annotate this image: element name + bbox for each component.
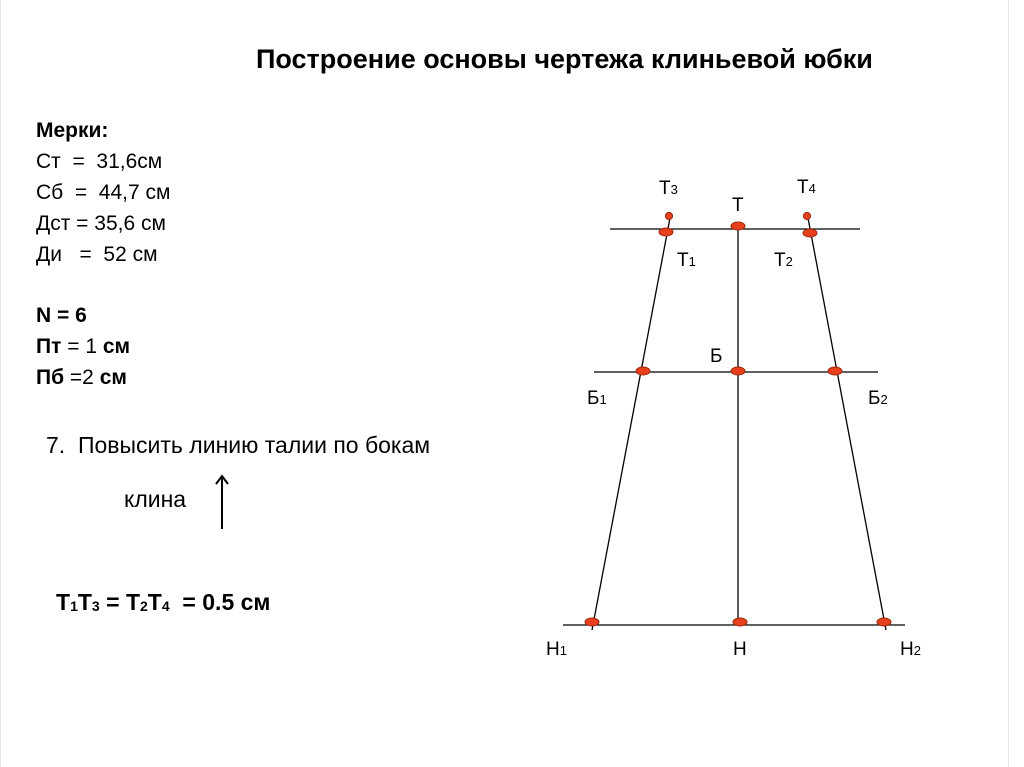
point-b [731, 367, 745, 375]
param-hip-ease-value: =2 [64, 366, 100, 389]
label-t3: Т3 [659, 178, 678, 199]
label-b1: Б1 [587, 388, 607, 409]
label-t2: Т2 [774, 250, 793, 271]
formula-equals: = [99, 589, 126, 615]
point-t [731, 222, 745, 230]
measurement-hip: Сб = 44,7 см [36, 181, 171, 204]
step-7-continuation: клина [124, 486, 187, 512]
point-t1 [659, 228, 673, 236]
label-h: Н [733, 639, 747, 660]
measurements-heading: Мерки: [36, 119, 109, 142]
left-side-seam [592, 218, 670, 630]
param-waist-ease-unit: см [102, 335, 131, 358]
measurement-waist: Ст = 31,6см [36, 150, 163, 173]
point-t3 [665, 212, 672, 219]
label-t1: Т1 [677, 250, 696, 271]
label-t4: Т4 [797, 177, 816, 198]
formula-t3-letter: Т [77, 589, 92, 615]
formula-t2-letter: Т [125, 589, 140, 615]
label-h2: Н2 [900, 639, 921, 660]
formula-t3-sub: 3 [91, 598, 100, 614]
page-title: Построение основы чертежа клиньевой юбки [256, 44, 873, 74]
point-h2 [877, 618, 891, 626]
point-h [733, 618, 747, 626]
formula-t4-letter: Т [147, 589, 162, 615]
label-t: Т [732, 195, 744, 216]
param-waist-ease-value: = 1 [61, 335, 103, 358]
param-waist-ease-name: Пт [36, 335, 62, 358]
measurement-skirt-length: Ди = 52 см [36, 243, 158, 266]
point-b2 [828, 367, 842, 375]
point-h1 [585, 618, 599, 626]
formula-t1-letter: Т [56, 589, 71, 615]
measurement-back-length: Дст = 35,6 см [36, 212, 166, 235]
formula-value: = 0.5 см [169, 589, 271, 615]
label-h1: Н1 [546, 639, 567, 660]
param-panel-count: N = 6 [36, 304, 87, 327]
param-hip-ease-name: Пб [36, 366, 65, 389]
point-t2 [803, 229, 817, 237]
right-side-seam [808, 218, 886, 630]
step-number: 7. [46, 432, 66, 458]
point-t4 [803, 212, 810, 219]
point-b1 [636, 367, 650, 375]
param-hip-ease-unit: см [99, 366, 127, 389]
label-b: Б [710, 346, 723, 367]
label-b2: Б2 [868, 388, 888, 409]
formula-t4-sub: 4 [161, 598, 170, 614]
step-text: Повысить линию талии по бокам [77, 432, 431, 458]
formula-t2-sub: 2 [140, 598, 148, 614]
formula-t1-sub: 1 [70, 598, 78, 614]
